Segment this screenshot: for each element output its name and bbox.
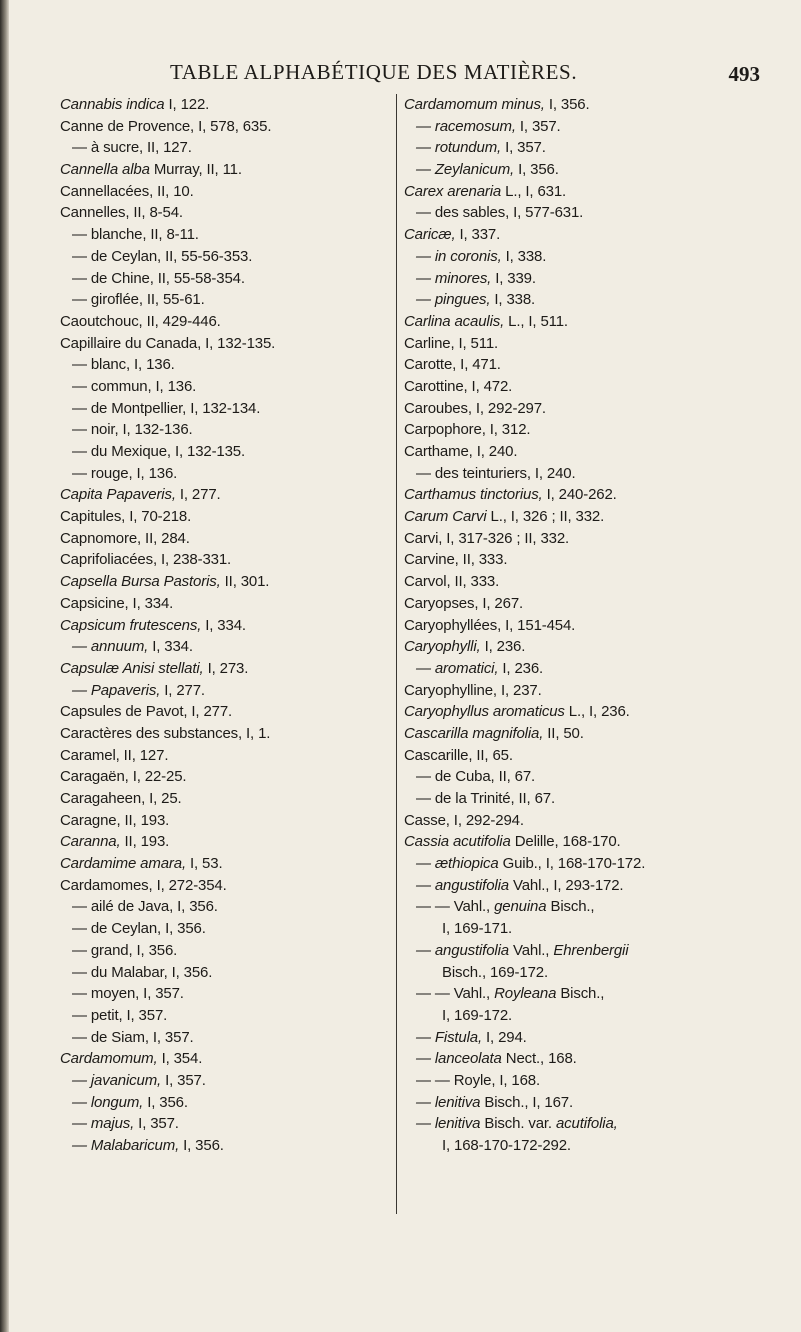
entry-term: — angustifolia: [416, 941, 509, 959]
index-entry: [404, 571, 749, 593]
entry-term: Caricæ,: [404, 226, 456, 244]
index-entry: [60, 593, 380, 615]
index-entry: [60, 419, 380, 441]
index-entry: [404, 766, 749, 788]
entry-term: Carum Carvi: [404, 508, 487, 526]
index-entry: [60, 745, 380, 767]
index-entry: [404, 506, 749, 528]
entry-reference: L., I, 511.: [504, 312, 568, 330]
index-column-left: [60, 94, 380, 1157]
entry-reference: Caragaheen, I, 25.: [60, 790, 182, 807]
index-entry: [404, 549, 749, 571]
index-entry: [404, 788, 749, 810]
index-entry: [60, 983, 380, 1005]
index-entry: [60, 376, 380, 398]
entry-term: Capsella Bursa Pastoris,: [60, 573, 221, 591]
entry-reference: I, 273.: [203, 659, 249, 677]
entry-term: — in coronis,: [416, 247, 502, 265]
entry-reference: L., I, 236.: [564, 703, 630, 721]
entry-reference: Casse, I, 292-294.: [404, 811, 524, 829]
entry-reference: — à sucre, II, 127.: [72, 139, 192, 157]
entry-term: Capsicum frutescens,: [60, 616, 202, 634]
entry-reference: Canne de Provence, I, 578, 635.: [60, 117, 272, 135]
entry-reference: I, 338.: [490, 291, 536, 309]
index-entry: [404, 1027, 749, 1049]
index-entry: [60, 528, 380, 550]
entry-reference: Cascarille, II, 65.: [404, 746, 513, 764]
entry-reference: I, 122.: [164, 96, 210, 113]
index-entry: [60, 940, 380, 962]
index-entry: [404, 116, 749, 138]
index-entry: [404, 484, 749, 506]
entry-term: Cardamime amara,: [60, 855, 186, 873]
index-entry: [404, 1070, 749, 1092]
entry-reference: I, 354.: [157, 1050, 203, 1068]
entry-reference: Capsicine, I, 334.: [60, 594, 174, 612]
index-entry: [60, 680, 380, 702]
entry-term: Cannabis indica: [60, 96, 165, 113]
index-entry: [60, 354, 380, 376]
entry-term: Cannella alba: [60, 161, 150, 179]
entry-term: genuina: [494, 898, 547, 916]
entry-reference: Carline, I, 511.: [404, 334, 499, 352]
entry-term: — aromatici,: [416, 659, 499, 677]
entry-term: — annuum,: [72, 638, 149, 656]
entry-reference: I, 357.: [515, 117, 561, 135]
entry-term: — minores,: [416, 269, 492, 287]
entry-reference: Carvol, II, 333.: [404, 573, 500, 591]
index-entry: [404, 853, 749, 875]
index-entry: [404, 875, 749, 897]
index-entry: [60, 831, 380, 853]
entry-term: — rotundum,: [416, 139, 502, 157]
entry-term: Caryophyllus aromaticus: [404, 703, 565, 721]
index-entry: [60, 1113, 380, 1135]
entry-reference: Capillaire du Canada, I, 132-135.: [60, 334, 276, 352]
index-entry: [60, 1070, 380, 1092]
entry-reference: Caryophyllées, I, 151-454.: [404, 616, 576, 634]
entry-reference: Capnomore, II, 284.: [60, 529, 190, 547]
entry-reference: I, 337.: [455, 226, 501, 244]
entry-term: — Malabaricum,: [72, 1137, 180, 1154]
entry-reference: — blanche, II, 8-11.: [72, 226, 199, 244]
entry-reference: L., I, 326 ; II, 332.: [486, 508, 605, 526]
entry-term: Caryophylli,: [404, 638, 481, 656]
entry-text: — — Vahl.,: [416, 985, 495, 1003]
entry-term: — Zeylanicum,: [416, 161, 515, 179]
index-entry: [404, 159, 749, 181]
entry-reference: Bisch. var.: [480, 1115, 556, 1133]
index-entry: [404, 268, 749, 290]
entry-reference: I, 277.: [160, 681, 205, 699]
index-entry: [60, 398, 380, 420]
entry-reference: Murray, II, 11.: [149, 161, 242, 179]
entry-reference: — des teinturiers, I, 240.: [416, 464, 576, 482]
index-entry: [60, 1092, 380, 1114]
index-entry: [404, 593, 749, 615]
entry-reference: I, 236.: [498, 659, 544, 677]
entry-reference: Bisch., I, 167.: [480, 1093, 574, 1111]
index-entry: [404, 224, 749, 246]
entry-term: — Papaveris,: [72, 681, 161, 699]
index-entry: [60, 875, 380, 897]
entry-term: Carthamus tinctorius,: [404, 486, 543, 504]
entry-text: — — Vahl.,: [416, 898, 495, 916]
index-entry: [60, 463, 380, 485]
entry-term: Caranna,: [60, 833, 121, 851]
index-entry: [404, 398, 749, 420]
entry-reference: — de Siam, I, 357.: [72, 1028, 194, 1046]
entry-reference: I, 334.: [148, 638, 193, 656]
entry-term: Capsulæ Anisi stellati,: [60, 659, 204, 677]
entry-reference: — giroflée, II, 55-61.: [72, 291, 205, 309]
index-entry: [60, 441, 380, 463]
entry-reference: — de Ceylan, I, 356.: [72, 920, 206, 938]
index-entry: [404, 94, 749, 116]
entry-reference: — blanc, I, 136.: [72, 356, 175, 374]
entry-reference: I, 356.: [544, 96, 590, 113]
entry-reference: Bisch.,: [546, 898, 595, 916]
index-entry: [404, 680, 749, 702]
entry-reference: I, 357.: [501, 139, 546, 157]
index-entry: [404, 940, 749, 983]
entry-reference: — de Montpellier, I, 132-134.: [72, 399, 261, 417]
entry-term: Carex arenaria: [404, 182, 502, 200]
index-entry: [404, 1048, 749, 1070]
index-entry: [60, 853, 380, 875]
index-entry: [60, 94, 380, 116]
entry-reference: I, 294.: [482, 1028, 527, 1046]
index-entry: [404, 419, 749, 441]
index-entry: [404, 745, 749, 767]
entry-reference: Vahl., I, 293-172.: [508, 876, 624, 894]
index-entry: [60, 549, 380, 571]
entry-reference: Bisch.,: [556, 985, 605, 1003]
index-entry: [404, 246, 749, 268]
entry-reference: Caryopses, I, 267.: [404, 594, 524, 612]
index-entry: [60, 1048, 380, 1070]
entry-reference: — commun, I, 136.: [72, 377, 197, 395]
index-entry: [60, 571, 380, 593]
entry-reference: — — Royle, I, 168.: [416, 1072, 541, 1090]
entry-reference: I, 339.: [491, 269, 536, 287]
entry-term: Cassia acutifolia: [404, 833, 511, 851]
entry-reference: Caramel, II, 127.: [60, 746, 169, 764]
entry-term: — lenitiva: [416, 1093, 481, 1111]
entry-reference: I, 236.: [480, 638, 526, 656]
index-entry: [404, 289, 749, 311]
entry-reference: — grand, I, 356.: [72, 941, 178, 959]
index-entry: [404, 1113, 749, 1156]
index-entry: [60, 636, 380, 658]
index-entry: [404, 376, 749, 398]
entry-reference: Carvi, I, 317-326 ; II, 332.: [404, 529, 570, 547]
entry-term: — pingues,: [416, 291, 491, 309]
entry-term: — javanicum,: [72, 1071, 162, 1089]
entry-reference: — petit, I, 357.: [72, 1006, 168, 1024]
entry-term: Capita Papaveris,: [60, 486, 176, 504]
index-entry: [404, 354, 749, 376]
entry-reference: — de Ceylan, II, 55-56-353.: [72, 247, 253, 265]
entry-reference: II, 301.: [220, 573, 270, 591]
entry-reference: Guib., I, 168-170-172.: [498, 855, 646, 873]
index-entry: [60, 615, 380, 637]
entry-reference: Cardamomes, I, 272-354.: [60, 876, 227, 894]
entry-reference: I, 338.: [501, 247, 547, 265]
index-entry: [404, 615, 749, 637]
entry-term: — lanceolata: [416, 1050, 502, 1068]
index-column-right: [404, 94, 749, 1157]
entry-reference-continued: I, 169-171.: [442, 920, 513, 938]
index-entry: [60, 810, 380, 832]
index-entry: [60, 896, 380, 918]
entry-term: Cascarilla magnifolia,: [404, 724, 544, 742]
index-entry: [404, 441, 749, 463]
index-entry: [60, 224, 380, 246]
entry-reference: — moyen, I, 357.: [72, 985, 184, 1003]
entry-reference: Cannellacées, II, 10.: [60, 182, 194, 200]
entry-reference: Carottine, I, 472.: [404, 377, 513, 395]
index-entry: [60, 311, 380, 333]
entry-term: — æthiopica: [416, 855, 499, 873]
index-entry: [60, 137, 380, 159]
page-number: 493: [728, 62, 760, 86]
entry-term: — Fistula,: [416, 1028, 483, 1046]
entry-reference: I, 356.: [179, 1137, 224, 1154]
index-entry: [404, 658, 749, 680]
entry-term: Cardamomum,: [60, 1050, 158, 1068]
entry-reference: I, 356.: [514, 161, 559, 179]
entry-reference: Caragne, II, 193.: [60, 811, 170, 829]
index-entry: [404, 311, 749, 333]
index-entry: [60, 962, 380, 984]
entry-reference: — de la Trinité, II, 67.: [416, 790, 555, 807]
index-entry: [404, 983, 749, 1026]
index-entry: [60, 766, 380, 788]
entry-reference: Capitules, I, 70-218.: [60, 508, 192, 526]
index-entry: [60, 246, 380, 268]
index-entry: [404, 636, 749, 658]
entry-reference: Caroubes, I, 292-297.: [404, 399, 546, 417]
entry-reference: Carthame, I, 240.: [404, 443, 518, 460]
index-entry: [404, 528, 749, 550]
index-entry: [60, 788, 380, 810]
entry-reference: I, 240-262.: [542, 486, 617, 504]
entry-reference: — rouge, I, 136.: [72, 464, 178, 482]
entry-reference: I, 334.: [201, 616, 246, 634]
entry-reference: L., I, 631.: [501, 182, 567, 200]
entry-reference: Caragaën, I, 22-25.: [60, 768, 187, 786]
entry-reference: I, 356.: [143, 1093, 188, 1111]
entry-reference: — du Malabar, I, 356.: [72, 963, 213, 981]
index-entry: [60, 1005, 380, 1027]
index-entry: [60, 918, 380, 940]
entry-reference: Carotte, I, 471.: [404, 356, 501, 374]
entry-reference: II, 50.: [543, 724, 584, 742]
index-entry: [404, 701, 749, 723]
entry-reference: Caprifoliacées, I, 238-331.: [60, 551, 232, 569]
index-entry: [60, 1135, 380, 1157]
index-entry: [404, 1092, 749, 1114]
entry-reference: I, 357.: [134, 1115, 179, 1133]
entry-reference-continued: Bisch., 169-172.: [442, 963, 548, 981]
entry-term: — majus,: [72, 1115, 135, 1133]
index-entry: [60, 333, 380, 355]
index-entry: [60, 658, 380, 680]
entry-term: — longum,: [72, 1093, 144, 1111]
entry-reference-continued: I, 169-172.: [442, 1006, 513, 1024]
index-entry: [404, 463, 749, 485]
index-entry: [404, 810, 749, 832]
entry-reference: — de Cuba, II, 67.: [416, 768, 536, 786]
index-entry: [60, 181, 380, 203]
index-entry: [60, 1027, 380, 1049]
entry-reference: II, 193.: [120, 833, 170, 851]
entry-reference: — de Chine, II, 55-58-354.: [72, 269, 245, 287]
entry-term: Cardamomum minus,: [404, 96, 545, 113]
entry-term: — angustifolia: [416, 876, 509, 894]
entry-reference: Caractères des substances, I, 1.: [60, 724, 271, 742]
running-title: TABLE ALPHABÉTIQUE DES MATIÈRES.: [170, 60, 578, 84]
entry-reference: Caoutchouc, II, 429-446.: [60, 312, 221, 330]
entry-term: — lenitiva: [416, 1115, 481, 1133]
index-entry: [60, 701, 380, 723]
column-divider: [396, 94, 397, 1214]
entry-reference: — des sables, I, 577-631.: [416, 204, 584, 222]
entry-reference: I, 53.: [185, 855, 223, 873]
entry-reference: Caryophylline, I, 237.: [404, 681, 542, 699]
page-header: [60, 58, 760, 88]
entry-reference: Carpophore, I, 312.: [404, 421, 531, 439]
index-entry: [60, 484, 380, 506]
index-entry: [404, 181, 749, 203]
index-entry: [404, 202, 749, 224]
entry-reference: Capsules de Pavot, I, 277.: [60, 703, 233, 721]
entry-term: Ehrenbergii: [553, 941, 629, 959]
entry-reference-continued: I, 168-170-172-292.: [442, 1137, 571, 1155]
entry-reference: I, 277.: [175, 486, 221, 504]
index-entry: [404, 333, 749, 355]
entry-reference: Carvine, II, 333.: [404, 551, 508, 569]
index-entry: [60, 268, 380, 290]
entry-reference: Nect., 168.: [501, 1050, 577, 1068]
index-entry: [60, 723, 380, 745]
entry-term: Carlina acaulis,: [404, 312, 505, 330]
entry-reference: Vahl.,: [508, 941, 554, 959]
index-entry: [60, 289, 380, 311]
index-entry: [404, 831, 749, 853]
scan-binding-edge: [0, 0, 9, 1332]
entry-term: acutifolia,: [555, 1115, 618, 1133]
entry-reference: Cannelles, II, 8-54.: [60, 204, 183, 222]
index-entry: [404, 137, 749, 159]
entry-term: — racemosum,: [416, 117, 516, 135]
entry-reference: — ailé de Java, I, 356.: [72, 898, 218, 916]
entry-reference: — noir, I, 132-136.: [72, 421, 193, 439]
index-entry: [404, 723, 749, 745]
index-entry: [404, 896, 749, 939]
entry-term: Royleana: [494, 985, 557, 1003]
index-entry: [60, 506, 380, 528]
index-entry: [60, 116, 380, 138]
entry-reference: I, 357.: [161, 1071, 206, 1089]
entry-reference: — du Mexique, I, 132-135.: [72, 443, 246, 460]
index-entry: [60, 202, 380, 224]
index-entry: [60, 159, 380, 181]
entry-reference: Delille, 168-170.: [510, 833, 621, 851]
